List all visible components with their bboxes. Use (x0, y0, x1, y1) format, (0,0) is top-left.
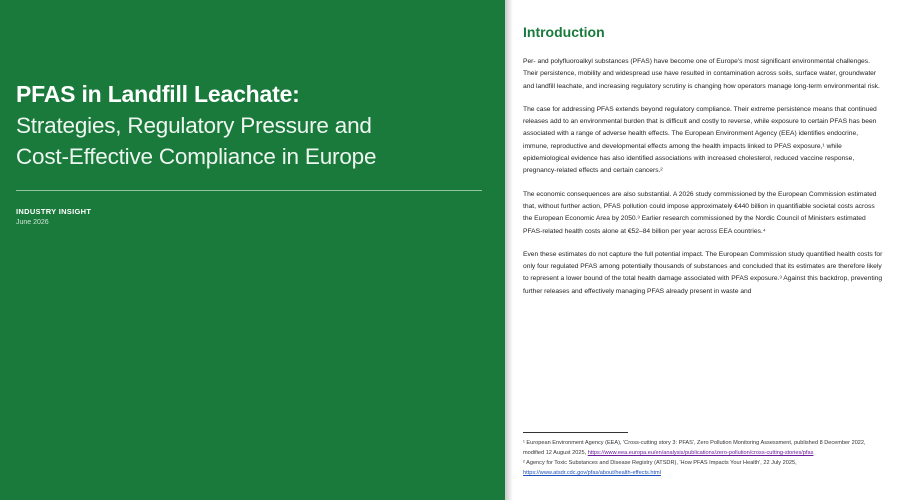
cover-title-line3: Cost-Effective Compliance in Europe (16, 144, 377, 169)
footnotes (523, 438, 885, 478)
paragraph-3: The economic consequences are also substantial. A 2026 study commissioned by the European Commission estimated that, without further action, PFAS pollution could impose approximately €440 billion in quantifiable societal costs across the European Economic Area by 2050.³ Earlier research commissioned by the Nordic Council of Ministers estimated PFAS-related health costs alone at €52–84 billion per year across EEA countries.⁴ (523, 190, 877, 235)
footnote-2-link[interactable]: https://www.atsdr.cdc.gov/pfas/about/health-effects.html (523, 470, 661, 476)
cover-title-line2: Strategies, Regulatory Pressure and (16, 113, 372, 138)
paragraph-2: The case for addressing PFAS extends beyond regulatory compliance. Their extreme persistence means that continued releases add to an environmental burden that is difficult and costly to reverse, while exposure to certain PFAS has been associated with a range of adverse health effects. The European Environment Agency (EEA) identifies endocrine, immune, reproductive and developmental effects among the health impacts linked to PFAS exposure,¹ while epidemiological evidence has also identified associations with increased cholesterol, reduced vaccine response, pregnancy-related effects and certain cancers.² (523, 105, 877, 175)
paragraph-4: Even these estimates do not capture the full potential impact. The European Commission study quantified health costs for only four regulated PFAS among potentially thousands of substances and concluded that its estimates are therefore likely to represent a lower bound of the total health damage associated with PFAS exposure.³ Against this backdrop, preventing further releases and effectively managing PFAS already present in waste and (523, 250, 883, 295)
cover-title (16, 78, 486, 172)
cover-title-line1: PFAS in Landfill Leachate: (16, 81, 300, 107)
paragraph-1: Per- and polyfluoroalkyl substances (PFAS) have become one of Europe's most significant environmental challenges. Their persistence, mobility and widespread use have resulted in contamination across soils, surface water, groundwater and landfill leachate, and increasing regulatory scrutiny is changing how operators manage long-term environmental risk. (523, 58, 880, 90)
footnote-2-text: ² Agency for Toxic Substances and Disease Registry (ATSDR), 'How PFAS Impacts Your Health', 22 July 2025, (523, 460, 797, 466)
cover-kicker: INDUSTRY INSIGHT (16, 207, 92, 216)
document-page (513, 0, 900, 500)
footnote-rule (523, 432, 628, 433)
cover-date: June 2026 (16, 219, 49, 226)
cover-divider (16, 190, 482, 191)
footnote-1-text: ¹ European Environment Agency (EEA), 'Cross-cutting story 3: PFAS', Zero Pollution Monitoring Assessment, published 8 December 2022, modified 12 August 2025, (523, 440, 866, 456)
footnote-1 (523, 438, 885, 458)
page-shadow (505, 0, 513, 500)
footnote-1-link[interactable]: https://www.eea.europa.eu/en/analysis/publications/zero-pollution/cross-cutting-stories/pfas (587, 450, 814, 456)
section-heading: Introduction (523, 24, 605, 40)
footnote-2 (523, 458, 885, 478)
body-text (523, 56, 885, 309)
